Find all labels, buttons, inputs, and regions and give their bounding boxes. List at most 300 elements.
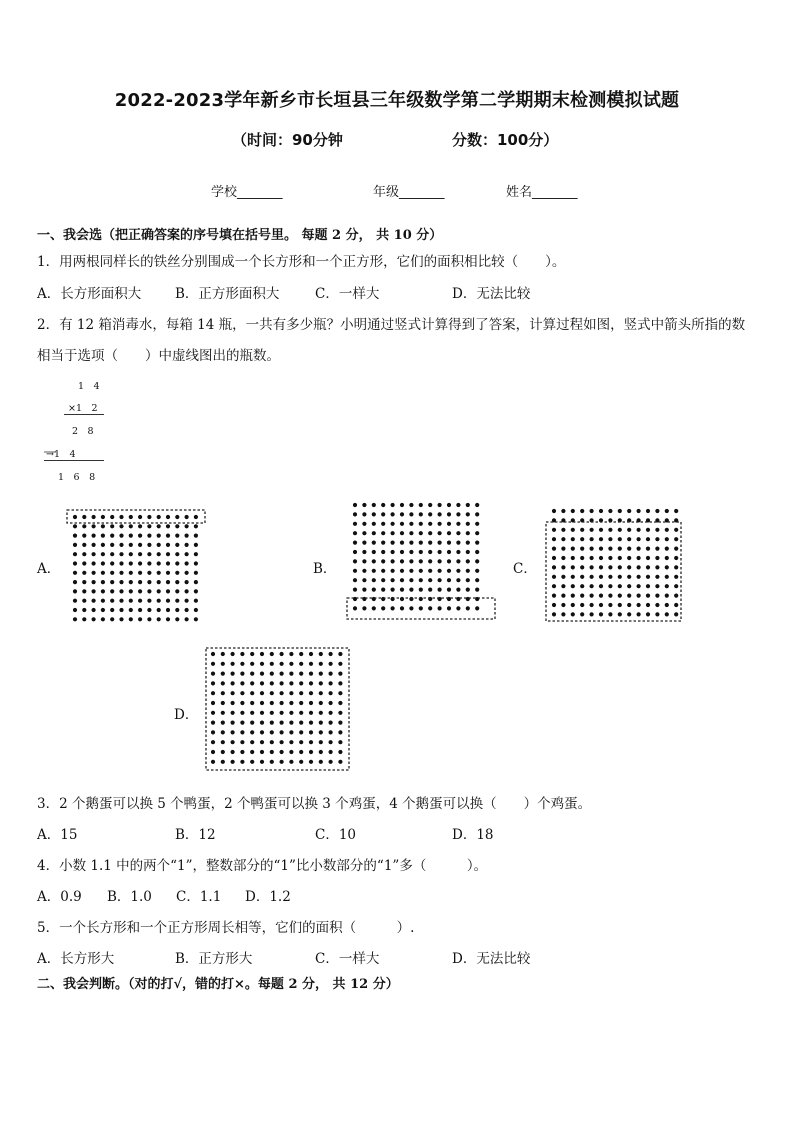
grid-dot — [231, 691, 235, 695]
grid-dot — [353, 541, 357, 545]
grid-dot — [101, 561, 105, 565]
grid-dot — [456, 550, 460, 554]
grid-dot — [240, 652, 244, 656]
grid-dot — [82, 561, 86, 565]
grid-dot — [221, 691, 225, 695]
grid-dot — [580, 603, 584, 607]
grid-dot — [231, 672, 235, 676]
grid-dot — [221, 652, 225, 656]
grid-dot — [147, 589, 151, 593]
grid-dot — [447, 559, 451, 563]
q3-option-b: B．12 — [175, 827, 216, 843]
grid-dot — [428, 578, 432, 582]
q3-stem: 3．2 个鹅蛋可以换 5 个鸭蛋，2 个鸭蛋可以换 3 个鸡蛋，4 个鹅蛋可以换（ ）个鸡蛋。 — [37, 796, 592, 812]
grid-dot — [211, 701, 215, 705]
grid-dot — [571, 565, 575, 569]
grid-dot — [466, 522, 470, 526]
q2-option-a-label: A． — [37, 561, 61, 577]
grid-dot — [637, 565, 641, 569]
grid-dot — [419, 512, 423, 516]
grid-dot — [270, 691, 274, 695]
grid-dot — [475, 503, 479, 507]
grid-dot — [166, 552, 170, 556]
grid-dot — [110, 608, 114, 612]
grid-dot — [73, 524, 77, 528]
grid-dot — [665, 537, 669, 541]
grid-dot — [221, 740, 225, 744]
grid-dot — [409, 606, 413, 610]
grid-dot — [372, 559, 376, 563]
q2-option-d-label: D． — [174, 707, 199, 723]
grid-dot — [552, 603, 556, 607]
grid-dot — [362, 606, 366, 610]
grid-dot — [627, 556, 631, 560]
grid-dot — [580, 528, 584, 532]
grid-dot — [185, 580, 189, 584]
grid-dot — [119, 515, 123, 519]
grid-dot — [571, 584, 575, 588]
grid-dot — [608, 565, 612, 569]
grid-dot — [674, 547, 678, 551]
grid-dot — [409, 578, 413, 582]
grid-dot — [646, 547, 650, 551]
grid-dot — [419, 606, 423, 610]
grid-dot — [608, 528, 612, 532]
grid-dot — [409, 503, 413, 507]
grid-dot — [270, 662, 274, 666]
grid-dot — [466, 578, 470, 582]
grid-dot — [166, 589, 170, 593]
grid-dot — [338, 730, 342, 734]
q4-option-d: D．1.2 — [245, 889, 291, 905]
grid-dot — [674, 509, 678, 513]
grid-dot — [289, 760, 293, 764]
grid-dot — [194, 524, 198, 528]
grid-dot — [571, 509, 575, 513]
grid-dot — [627, 565, 631, 569]
grid-dot — [428, 606, 432, 610]
grid-dot — [270, 672, 274, 676]
grid-dot — [240, 691, 244, 695]
grid-dot — [646, 556, 650, 560]
grid-dot — [157, 571, 161, 575]
grid-dot — [552, 509, 556, 513]
grid-dot — [289, 721, 293, 725]
grid-dot — [590, 537, 594, 541]
grid-dot — [362, 569, 366, 573]
grid-dot — [129, 561, 133, 565]
grid-dot — [166, 580, 170, 584]
grid-dot — [119, 561, 123, 565]
grid-dot — [166, 617, 170, 621]
grid-dot — [409, 512, 413, 516]
grid-dot — [627, 584, 631, 588]
grid-dot — [289, 652, 293, 656]
grid-dot — [250, 750, 254, 754]
grid-dot — [309, 701, 313, 705]
grid-dot — [119, 534, 123, 538]
grid-dot — [157, 524, 161, 528]
q1-stem: 1．用两根同样长的铁丝分别围成一个长方形和一个正方形，它们的面积相比较（ ）。 — [37, 254, 566, 270]
grid-dot — [280, 662, 284, 666]
grid-dot — [309, 691, 313, 695]
grid-dot — [231, 681, 235, 685]
grid-dot — [353, 531, 357, 535]
grid-dot — [299, 760, 303, 764]
grid-dot — [101, 552, 105, 556]
highlight-box-c — [546, 522, 681, 621]
grid-dot — [381, 588, 385, 592]
grid-dot — [211, 662, 215, 666]
grid-dot — [329, 750, 333, 754]
grid-dot — [309, 711, 313, 715]
grid-dot — [409, 588, 413, 592]
grid-dot — [338, 681, 342, 685]
grid-dot — [571, 556, 575, 560]
grid-dot — [665, 584, 669, 588]
grid-dot — [319, 721, 323, 725]
grid-dot — [447, 606, 451, 610]
grid-dot — [82, 589, 86, 593]
grid-dot — [166, 534, 170, 538]
grid-dot — [618, 603, 622, 607]
grid-dot — [260, 701, 264, 705]
grid-dot — [73, 561, 77, 565]
grid-dot — [319, 701, 323, 705]
q5-option-b: B．正方形大 — [175, 951, 253, 967]
grid-dot — [129, 543, 133, 547]
grid-dot — [438, 522, 442, 526]
grid-dot — [250, 672, 254, 676]
calc-row-1: 1 4 — [78, 381, 100, 392]
grid-dot — [138, 608, 142, 612]
grid-dot — [309, 750, 313, 754]
q5-option-a: A．长方形大 — [37, 951, 115, 967]
grid-dot — [270, 750, 274, 754]
dot-grid-a — [73, 515, 198, 622]
grid-dot — [409, 569, 413, 573]
grid-dot — [329, 760, 333, 764]
grid-dot — [185, 515, 189, 519]
grid-dot — [270, 760, 274, 764]
grid-dot — [101, 580, 105, 584]
grid-dot — [185, 608, 189, 612]
grid-dot — [110, 589, 114, 593]
grid-dot — [599, 594, 603, 598]
grid-dot — [618, 584, 622, 588]
q4-option-b: B．1.0 — [107, 889, 152, 905]
grid-dot — [466, 606, 470, 610]
grid-dot — [157, 515, 161, 519]
grid-dot — [129, 589, 133, 593]
grid-dot — [329, 740, 333, 744]
grid-dot — [608, 547, 612, 551]
grid-dot — [637, 594, 641, 598]
q2-option-c-label: C． — [513, 561, 537, 577]
q1-option-c: C．一样大 — [315, 286, 380, 302]
grid-dot — [608, 537, 612, 541]
grid-dot — [590, 509, 594, 513]
grid-dot — [627, 575, 631, 579]
grid-dot — [319, 691, 323, 695]
grid-dot — [599, 537, 603, 541]
grid-dot — [338, 760, 342, 764]
grid-dot — [82, 580, 86, 584]
grid-dot — [475, 550, 479, 554]
grid-dot — [655, 603, 659, 607]
grid-dot — [73, 580, 77, 584]
grid-dot — [571, 528, 575, 532]
grid-dot — [456, 606, 460, 610]
grid-dot — [250, 652, 254, 656]
grid-dot — [362, 503, 366, 507]
grid-dot — [240, 662, 244, 666]
grid-dot — [438, 512, 442, 516]
grid-dot — [92, 580, 96, 584]
grid-dot — [319, 730, 323, 734]
grid-dot — [309, 740, 313, 744]
grid-dot — [309, 652, 313, 656]
grid-dot — [329, 681, 333, 685]
grid-dot — [391, 606, 395, 610]
grid-dot — [655, 556, 659, 560]
grid-dot — [590, 528, 594, 532]
grid-dot — [637, 528, 641, 532]
grid-dot — [194, 543, 198, 547]
grid-dot — [82, 552, 86, 556]
grid-dot — [475, 512, 479, 516]
grid-dot — [82, 599, 86, 603]
grid-dot — [608, 584, 612, 588]
grid-dot — [280, 760, 284, 764]
grid-dot — [674, 537, 678, 541]
grid-dot — [101, 589, 105, 593]
grid-dot — [646, 584, 650, 588]
grid-dot — [101, 524, 105, 528]
grid-dot — [73, 543, 77, 547]
grid-dot — [157, 543, 161, 547]
grid-dot — [618, 594, 622, 598]
grid-dot — [409, 531, 413, 535]
grid-dot — [194, 589, 198, 593]
grid-dot — [561, 509, 565, 513]
grid-dot — [599, 528, 603, 532]
grid-dot — [147, 571, 151, 575]
grid-dot — [185, 561, 189, 565]
grid-dot — [280, 730, 284, 734]
grid-dot — [590, 594, 594, 598]
grid-dot — [400, 512, 404, 516]
grid-dot — [391, 541, 395, 545]
grid-dot — [590, 556, 594, 560]
grid-dot — [166, 608, 170, 612]
grid-dot — [299, 750, 303, 754]
grid-dot — [299, 672, 303, 676]
grid-dot — [618, 565, 622, 569]
grid-dot — [338, 740, 342, 744]
grid-dot — [400, 569, 404, 573]
grid-dot — [129, 617, 133, 621]
grid-dot — [221, 711, 225, 715]
grid-dot — [381, 512, 385, 516]
grid-dot — [674, 594, 678, 598]
name-field: 姓名_______ — [506, 185, 578, 200]
grid-dot — [309, 662, 313, 666]
grid-dot — [552, 584, 556, 588]
grid-dot — [280, 691, 284, 695]
grid-dot — [353, 606, 357, 610]
grid-dot — [419, 578, 423, 582]
grid-dot — [561, 547, 565, 551]
grid-dot — [338, 672, 342, 676]
grid-dot — [372, 531, 376, 535]
grid-dot — [372, 541, 376, 545]
grid-dot — [561, 565, 565, 569]
grid-dot — [552, 575, 556, 579]
grid-dot — [319, 740, 323, 744]
grid-dot — [456, 578, 460, 582]
calc-row-3: 2 8 — [72, 426, 94, 437]
grid-dot — [110, 552, 114, 556]
grid-dot — [260, 652, 264, 656]
grid-dot — [599, 509, 603, 513]
grid-dot — [231, 662, 235, 666]
section2-heading: 二、我会判断。（对的打√，错的打×。每题 2 分， 共 12 分） — [37, 977, 399, 992]
grid-dot — [101, 543, 105, 547]
grid-dot — [82, 524, 86, 528]
grid-dot — [319, 662, 323, 666]
grid-dot — [561, 528, 565, 532]
grid-dot — [419, 522, 423, 526]
grid-dot — [561, 537, 565, 541]
grid-dot — [221, 672, 225, 676]
grid-dot — [381, 541, 385, 545]
grid-dot — [456, 559, 460, 563]
exam-score: 分数：100分） — [452, 131, 559, 149]
grid-dot — [289, 711, 293, 715]
grid-dot — [101, 617, 105, 621]
grid-dot — [438, 531, 442, 535]
grid-dot — [391, 512, 395, 516]
grid-dot — [428, 569, 432, 573]
grid-dot — [129, 524, 133, 528]
grid-dot — [280, 750, 284, 754]
grid-dot — [655, 575, 659, 579]
grid-dot — [608, 594, 612, 598]
grid-dot — [138, 534, 142, 538]
grid-dot — [110, 543, 114, 547]
grid-dot — [185, 543, 189, 547]
grid-dot — [92, 571, 96, 575]
grid-dot — [211, 681, 215, 685]
grid-dot — [599, 584, 603, 588]
grid-dot — [428, 541, 432, 545]
grid-dot — [231, 730, 235, 734]
grid-dot — [270, 652, 274, 656]
grid-dot — [309, 721, 313, 725]
grid-dot — [119, 524, 123, 528]
grid-dot — [309, 760, 313, 764]
grid-dot — [372, 569, 376, 573]
grid-dot — [362, 512, 366, 516]
grid-dot — [627, 509, 631, 513]
grid-dot — [552, 528, 556, 532]
grid-dot — [618, 556, 622, 560]
grid-dot — [438, 541, 442, 545]
grid-dot — [211, 691, 215, 695]
grid-dot — [552, 556, 556, 560]
grid-dot — [119, 617, 123, 621]
grid-dot — [110, 515, 114, 519]
grid-dot — [185, 589, 189, 593]
grid-dot — [674, 565, 678, 569]
grid-dot — [428, 503, 432, 507]
grid-dot — [637, 556, 641, 560]
grid-dot — [466, 503, 470, 507]
grid-dot — [580, 565, 584, 569]
grid-dot — [240, 711, 244, 715]
grid-dot — [129, 552, 133, 556]
grid-dot — [646, 575, 650, 579]
grid-dot — [221, 750, 225, 754]
grid-dot — [129, 608, 133, 612]
grid-dot — [362, 550, 366, 554]
grid-dot — [665, 612, 669, 616]
grid-dot — [101, 515, 105, 519]
grid-dot — [289, 662, 293, 666]
grid-dot — [194, 608, 198, 612]
grid-dot — [362, 541, 366, 545]
grid-dot — [299, 652, 303, 656]
grid-dot — [240, 701, 244, 705]
grid-dot — [138, 580, 142, 584]
grid-dot — [475, 531, 479, 535]
grid-dot — [372, 606, 376, 610]
grid-dot — [329, 691, 333, 695]
grid-dot — [119, 599, 123, 603]
grid-dot — [674, 603, 678, 607]
grid-dot — [353, 503, 357, 507]
grid-dot — [250, 711, 254, 715]
grid-dot — [260, 681, 264, 685]
grid-dot — [175, 534, 179, 538]
grid-dot — [319, 672, 323, 676]
grid-dot — [381, 606, 385, 610]
grid-dot — [185, 599, 189, 603]
grid-dot — [92, 599, 96, 603]
grid-dot — [280, 711, 284, 715]
grid-dot — [211, 711, 215, 715]
grid-dot — [391, 522, 395, 526]
grid-dot — [391, 531, 395, 535]
q1-option-b: B．正方形面积大 — [175, 286, 280, 302]
grid-dot — [260, 730, 264, 734]
grid-dot — [428, 522, 432, 526]
grid-dot — [138, 599, 142, 603]
grid-dot — [590, 565, 594, 569]
grid-dot — [221, 701, 225, 705]
grid-dot — [92, 561, 96, 565]
grid-dot — [590, 584, 594, 588]
grid-dot — [250, 662, 254, 666]
grid-dot — [231, 760, 235, 764]
grid-dot — [157, 608, 161, 612]
grid-dot — [299, 681, 303, 685]
grid-dot — [599, 575, 603, 579]
grid-dot — [400, 588, 404, 592]
grid-dot — [618, 612, 622, 616]
grid-dot — [240, 681, 244, 685]
